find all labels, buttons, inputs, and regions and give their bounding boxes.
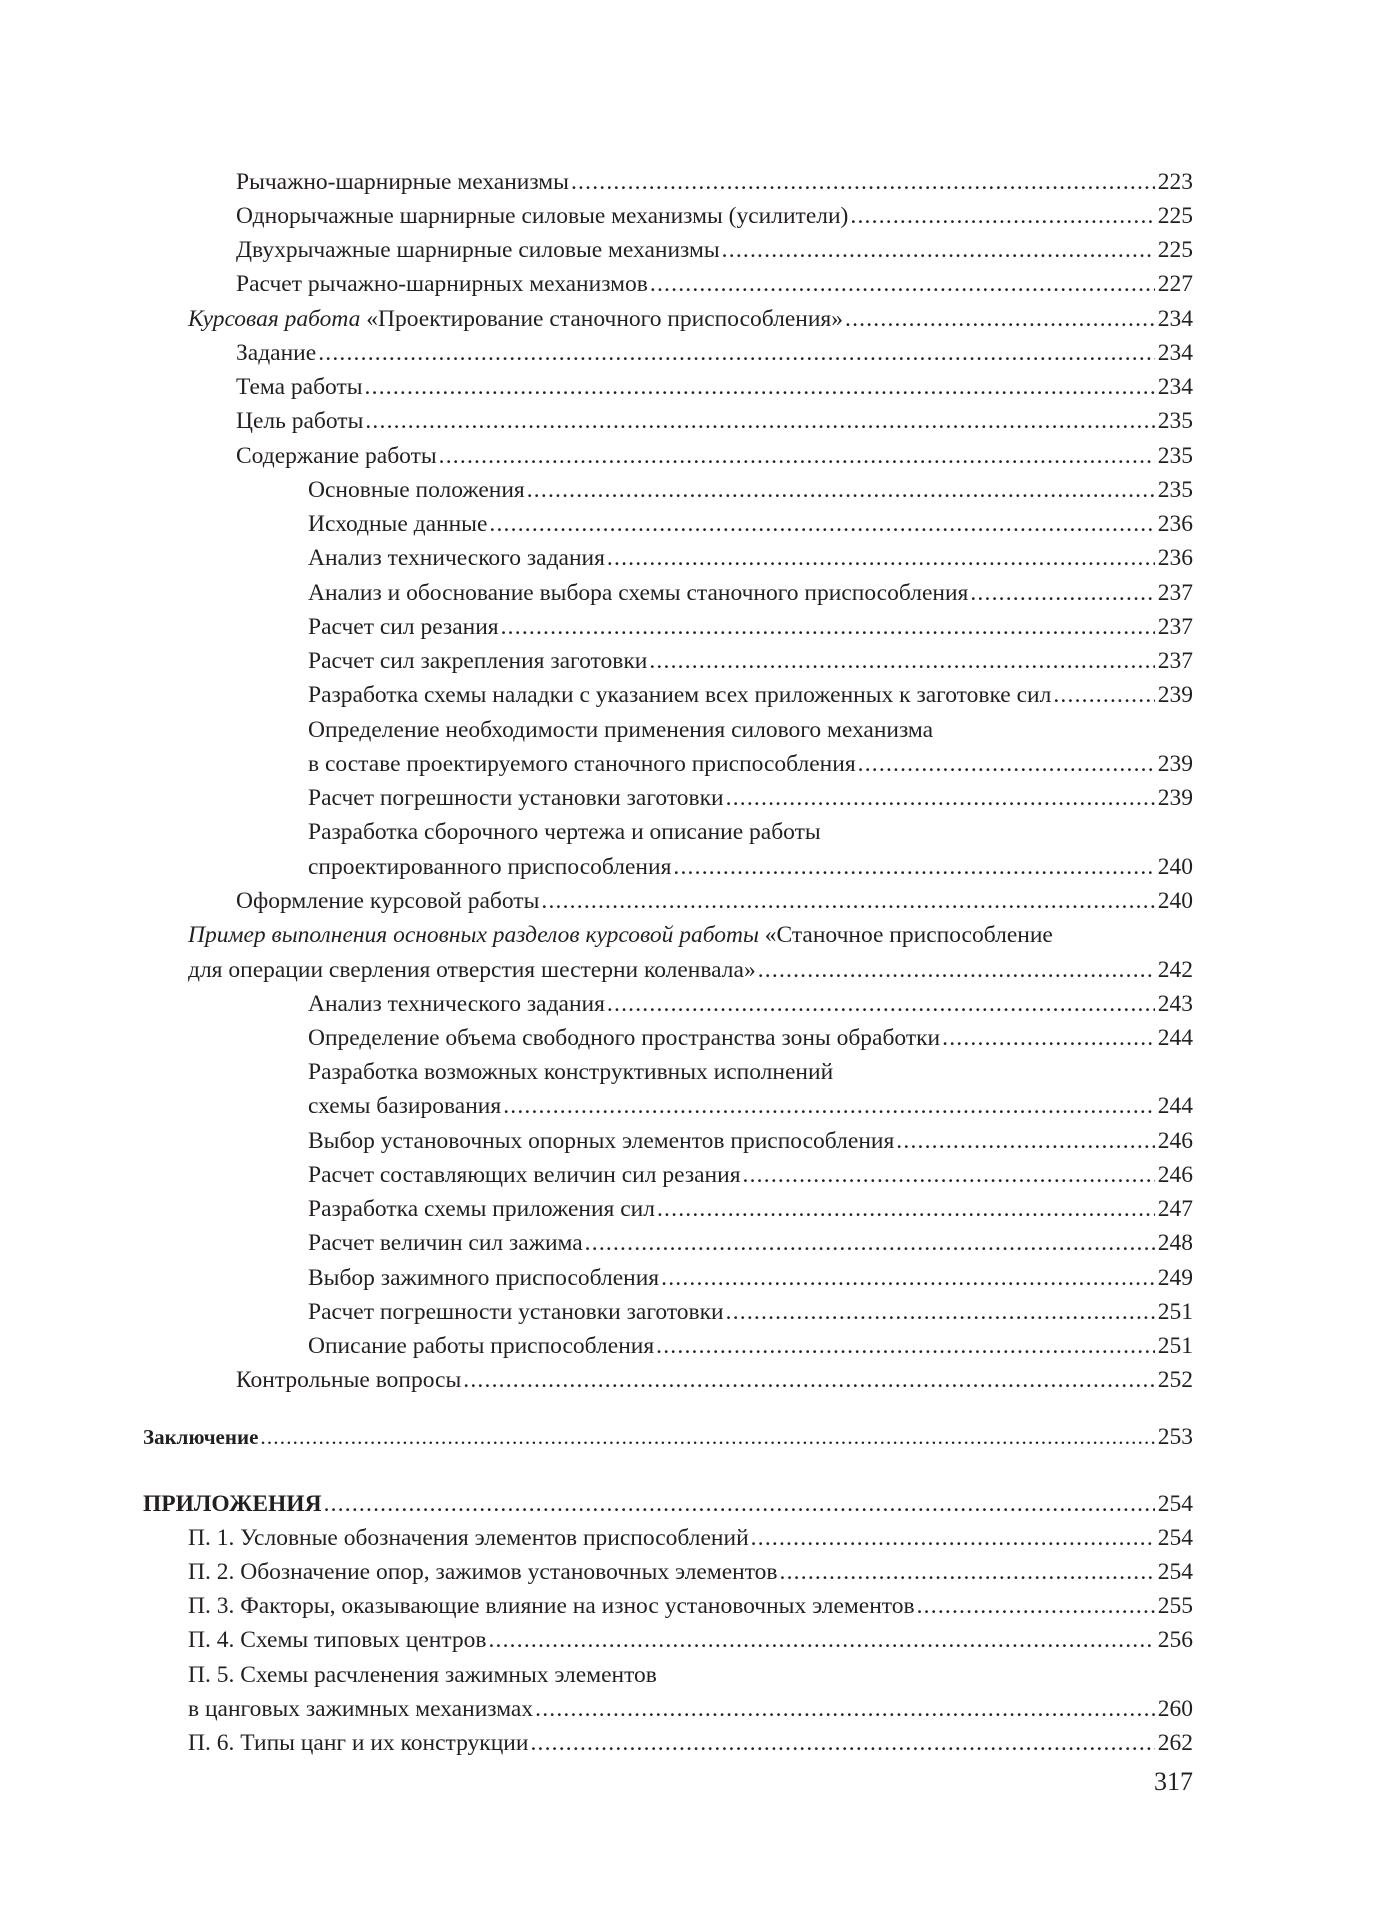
dot-leader [503, 1089, 1155, 1123]
toc-entry-page: 246 [1157, 1128, 1193, 1154]
toc-entry[interactable] [308, 987, 1193, 1021]
toc-entry[interactable] [308, 576, 1193, 610]
dot-leader [585, 1226, 1155, 1260]
toc-entry-title: Разработка сборочного чертежа и описание работы [308, 819, 821, 845]
dot-leader [489, 507, 1154, 541]
toc-entry-title: ПРИЛОЖЕНИЯ [143, 1491, 322, 1517]
dot-leader [324, 1487, 1155, 1521]
toc-entry-line2[interactable] [308, 1089, 1193, 1123]
toc-entry-line1[interactable] [308, 815, 1193, 849]
toc-entry-appendix-line1[interactable] [188, 1658, 1193, 1692]
toc-entry-page: 239 [1157, 751, 1193, 777]
toc-entry-page: 260 [1157, 1696, 1193, 1722]
toc-entry-title: П. 3. Факторы, оказывающие влияние на износ установочных элементов [188, 1593, 915, 1619]
toc-entry-example-line2[interactable] [188, 953, 1193, 987]
toc-entry-line2[interactable] [308, 850, 1193, 884]
toc-entry[interactable] [308, 1158, 1193, 1192]
dot-leader [780, 1555, 1155, 1589]
toc-entry-coursework[interactable] [188, 302, 1193, 336]
toc-entry-page: 237 [1157, 648, 1193, 674]
dot-leader [858, 747, 1155, 781]
dot-leader [722, 233, 1155, 267]
toc-entry-title: схемы базирования [308, 1093, 502, 1119]
toc-entry-page: 244 [1157, 1093, 1193, 1119]
dot-leader [657, 1192, 1155, 1226]
dot-leader [1053, 678, 1154, 712]
dot-leader [530, 1726, 1154, 1760]
dot-leader [607, 987, 1155, 1021]
toc-entry[interactable] [308, 1124, 1193, 1158]
toc-entry[interactable] [308, 644, 1193, 678]
toc-entry-title: Разработка возможных конструктивных исполнений [308, 1059, 834, 1085]
toc-entry[interactable] [308, 507, 1193, 541]
dot-leader [661, 1261, 1155, 1295]
toc-entry-page: 249 [1157, 1265, 1193, 1291]
toc-entry-title: Анализ и обоснование выбора схемы станочного приспособления [308, 580, 969, 606]
toc-entry-title: Заключение [143, 1425, 259, 1449]
toc-entry-line1[interactable] [308, 1055, 1193, 1089]
toc-entry-title: П. 2. Обозначение опор, зажимов установочных элементов [188, 1559, 778, 1585]
toc-entry-page: 255 [1157, 1593, 1193, 1619]
dot-leader [318, 336, 1155, 370]
dot-leader [649, 644, 1154, 678]
toc-entry[interactable] [308, 541, 1193, 575]
toc-entry-title: Разработка схемы приложения сил [308, 1196, 655, 1222]
toc-entry[interactable] [308, 781, 1193, 815]
toc-entry-title: Расчет погрешности установки заготовки [308, 1299, 724, 1325]
toc-entry-title: в составе проектируемого станочного приспособления [308, 751, 856, 777]
toc-entry-appendix[interactable] [188, 1623, 1193, 1657]
toc-entry-title: Описание работы приспособления [308, 1333, 655, 1359]
dot-leader [942, 1021, 1155, 1055]
toc-entry-page: 243 [1157, 991, 1193, 1017]
toc-entry-line2[interactable] [308, 747, 1193, 781]
toc-entry[interactable] [308, 1021, 1193, 1055]
toc-entry-page: 239 [1157, 682, 1193, 708]
toc-entry-title: П. 5. Схемы расчленения зажимных элементов [188, 1662, 657, 1688]
toc-entry-title: Задание [236, 340, 317, 366]
toc-entry[interactable] [308, 1192, 1193, 1226]
toc-entry-page: 236 [1157, 511, 1193, 537]
toc-entry-page: 246 [1157, 1162, 1193, 1188]
toc-entry-title: Определение объема свободного пространства зоны обработки [308, 1025, 941, 1051]
dot-leader [726, 1295, 1155, 1329]
toc-entry-title: Расчет сил резания [308, 614, 499, 640]
toc-entry[interactable] [308, 678, 1193, 712]
toc-entry[interactable] [236, 199, 1193, 233]
toc-entry-page: 227 [1157, 271, 1193, 297]
toc-entry-page: 240 [1157, 888, 1193, 914]
toc-entry[interactable] [236, 404, 1193, 438]
toc-entry-page: 251 [1157, 1299, 1193, 1325]
toc-entry-title: спроектированного приспособления [308, 854, 672, 880]
toc-entry-page: 236 [1157, 545, 1193, 571]
toc-entry-title: Расчет величин сил зажима [308, 1230, 583, 1256]
toc-entry-page: 254 [1157, 1491, 1193, 1517]
toc-entry-title: для операции сверления отверстия шестерни коленвала» [188, 957, 756, 983]
toc-entry-title: Выбор зажимного приспособления [308, 1265, 660, 1291]
toc-entry-title: Расчет составляющих величин сил резания [308, 1162, 741, 1188]
dot-leader [673, 850, 1154, 884]
toc-entry-page: 253 [1157, 1424, 1193, 1450]
toc-entry-page: 234 [1157, 306, 1193, 332]
dot-leader [896, 1124, 1154, 1158]
toc-entry-appendix[interactable] [188, 1589, 1193, 1623]
dot-leader [751, 1521, 1155, 1555]
toc-entry-page: 225 [1157, 203, 1193, 229]
dot-leader [845, 302, 1155, 336]
dot-leader [743, 1158, 1155, 1192]
toc-entry-appendix[interactable] [188, 1555, 1193, 1589]
toc-entry-page: 234 [1157, 374, 1193, 400]
toc-entry-example-line1[interactable] [188, 918, 1193, 952]
dot-leader [365, 370, 1155, 404]
toc-entry-title-rest: «Проектирование станочного приспособления» [360, 306, 843, 332]
toc-entry-title [188, 918, 1053, 952]
toc-entry-appendix[interactable] [188, 1521, 1193, 1555]
toc-entry-title-italic: Пример выполнения основных разделов курсовой работы [188, 922, 759, 948]
toc-entry[interactable] [236, 370, 1193, 404]
dot-leader [541, 884, 1154, 918]
dot-leader [527, 473, 1155, 507]
dot-leader [607, 541, 1155, 575]
dot-leader [571, 165, 1155, 199]
toc-entry-page: 237 [1157, 580, 1193, 606]
toc-entry-title-italic: Курсовая работа [188, 306, 361, 332]
toc-entry-title-rest: «Станочное приспособление [758, 922, 1053, 948]
toc-entry-title: Тема работы [236, 374, 363, 400]
toc-entry[interactable] [236, 165, 1193, 199]
toc-entry-title: Выбор установочных опорных элементов приспособления [308, 1128, 895, 1154]
dot-leader [365, 404, 1154, 438]
toc-entry[interactable] [308, 1261, 1193, 1295]
toc-entry-page: 247 [1157, 1196, 1193, 1222]
toc-entry-title: Основные положения [308, 477, 525, 503]
toc-entry-page: 256 [1157, 1627, 1193, 1653]
toc-entry-title [188, 302, 843, 336]
toc-entry[interactable] [308, 1226, 1193, 1260]
toc-entry-line1[interactable] [308, 713, 1193, 747]
dot-leader [488, 1623, 1154, 1657]
dot-leader [439, 439, 1155, 473]
toc-entry[interactable] [308, 473, 1193, 507]
dot-leader [758, 953, 1155, 987]
toc-entry[interactable] [236, 439, 1193, 473]
toc-entry-title: Анализ технического задания [308, 545, 605, 571]
toc-entry-page: 244 [1157, 1025, 1193, 1051]
toc-entry-title: П. 1. Условные обозначения элементов приспособлений [188, 1525, 749, 1551]
toc-entry[interactable] [236, 1363, 1193, 1397]
toc-entry-page: 225 [1157, 237, 1193, 263]
toc-entry[interactable] [308, 610, 1193, 644]
toc-entry-page: 235 [1157, 477, 1193, 503]
dot-leader [970, 576, 1154, 610]
dot-leader [850, 199, 1154, 233]
toc-entry[interactable] [236, 267, 1193, 301]
toc-entry-page: 252 [1157, 1367, 1193, 1393]
toc-entry-title: Расчет погрешности установки заготовки [308, 785, 724, 811]
toc-entry-page: 242 [1157, 957, 1193, 983]
toc-entry-title: Анализ технического задания [308, 991, 605, 1017]
toc-entry-page: 251 [1157, 1333, 1193, 1359]
toc-entry-appendices[interactable] [143, 1487, 1193, 1521]
toc-entry-title: Расчет рычажно-шарнирных механизмов [236, 271, 648, 297]
toc-entry-appendix[interactable] [188, 1726, 1193, 1760]
toc-entry[interactable] [236, 233, 1193, 267]
toc-entry-title: Цель работы [236, 408, 364, 434]
toc-entry-title: Содержание работы [236, 443, 437, 469]
toc-entry-page: 254 [1157, 1559, 1193, 1585]
dot-leader [501, 610, 1155, 644]
toc-entry-page: 237 [1157, 614, 1193, 640]
toc-entry-title: Определение необходимости применения силового механизма [308, 717, 934, 743]
dot-leader [650, 267, 1155, 301]
toc-entry-title: П. 6. Типы цанг и их конструкции [188, 1730, 529, 1756]
toc-entry-title: Однорычажные шарнирные силовые механизмы (усилители) [236, 203, 849, 229]
toc-entry[interactable] [236, 884, 1193, 918]
toc-entry[interactable] [308, 1329, 1193, 1363]
toc-entry-page: 223 [1157, 169, 1193, 195]
toc-entry-page: 248 [1157, 1230, 1193, 1256]
toc-entry-title: Исходные данные [308, 511, 488, 537]
toc-entry-title: Расчет сил закрепления заготовки [308, 648, 648, 674]
dot-leader [463, 1363, 1154, 1397]
toc-entry-title: Двухрычажные шарнирные силовые механизмы [236, 237, 720, 263]
dot-leader [656, 1329, 1155, 1363]
dot-leader [726, 781, 1155, 815]
toc-entry-appendix-line2[interactable] [188, 1692, 1193, 1726]
toc-entry-title: Оформление курсовой работы [236, 888, 540, 914]
toc-entry-page: 239 [1157, 785, 1193, 811]
toc-entry-page: 254 [1157, 1525, 1193, 1551]
toc-entry-title: Разработка схемы наладки с указанием всех приложенных к заготовке сил [308, 682, 1052, 708]
toc-entry-page: 234 [1157, 340, 1193, 366]
page-number: 317 [1154, 1767, 1193, 1796]
toc-entry-title: в цанговых зажимных механизмах [188, 1696, 534, 1722]
toc-entry-title: Контрольные вопросы [236, 1367, 462, 1393]
dot-leader [535, 1692, 1155, 1726]
dot-leader [917, 1589, 1155, 1623]
toc-entry[interactable] [308, 1295, 1193, 1329]
toc-entry-title: П. 4. Схемы типовых центров [188, 1627, 487, 1653]
dot-leader [260, 1420, 1154, 1454]
toc-entry-page: 240 [1157, 854, 1193, 880]
toc-entry-page: 235 [1157, 443, 1193, 469]
toc-entry-title: Рычажно-шарнирные механизмы [236, 169, 569, 195]
toc-entry-page: 235 [1157, 408, 1193, 434]
toc-entry[interactable] [236, 336, 1193, 370]
toc-entry-conclusion[interactable] [143, 1420, 1193, 1454]
toc-entry-page: 262 [1157, 1730, 1193, 1756]
